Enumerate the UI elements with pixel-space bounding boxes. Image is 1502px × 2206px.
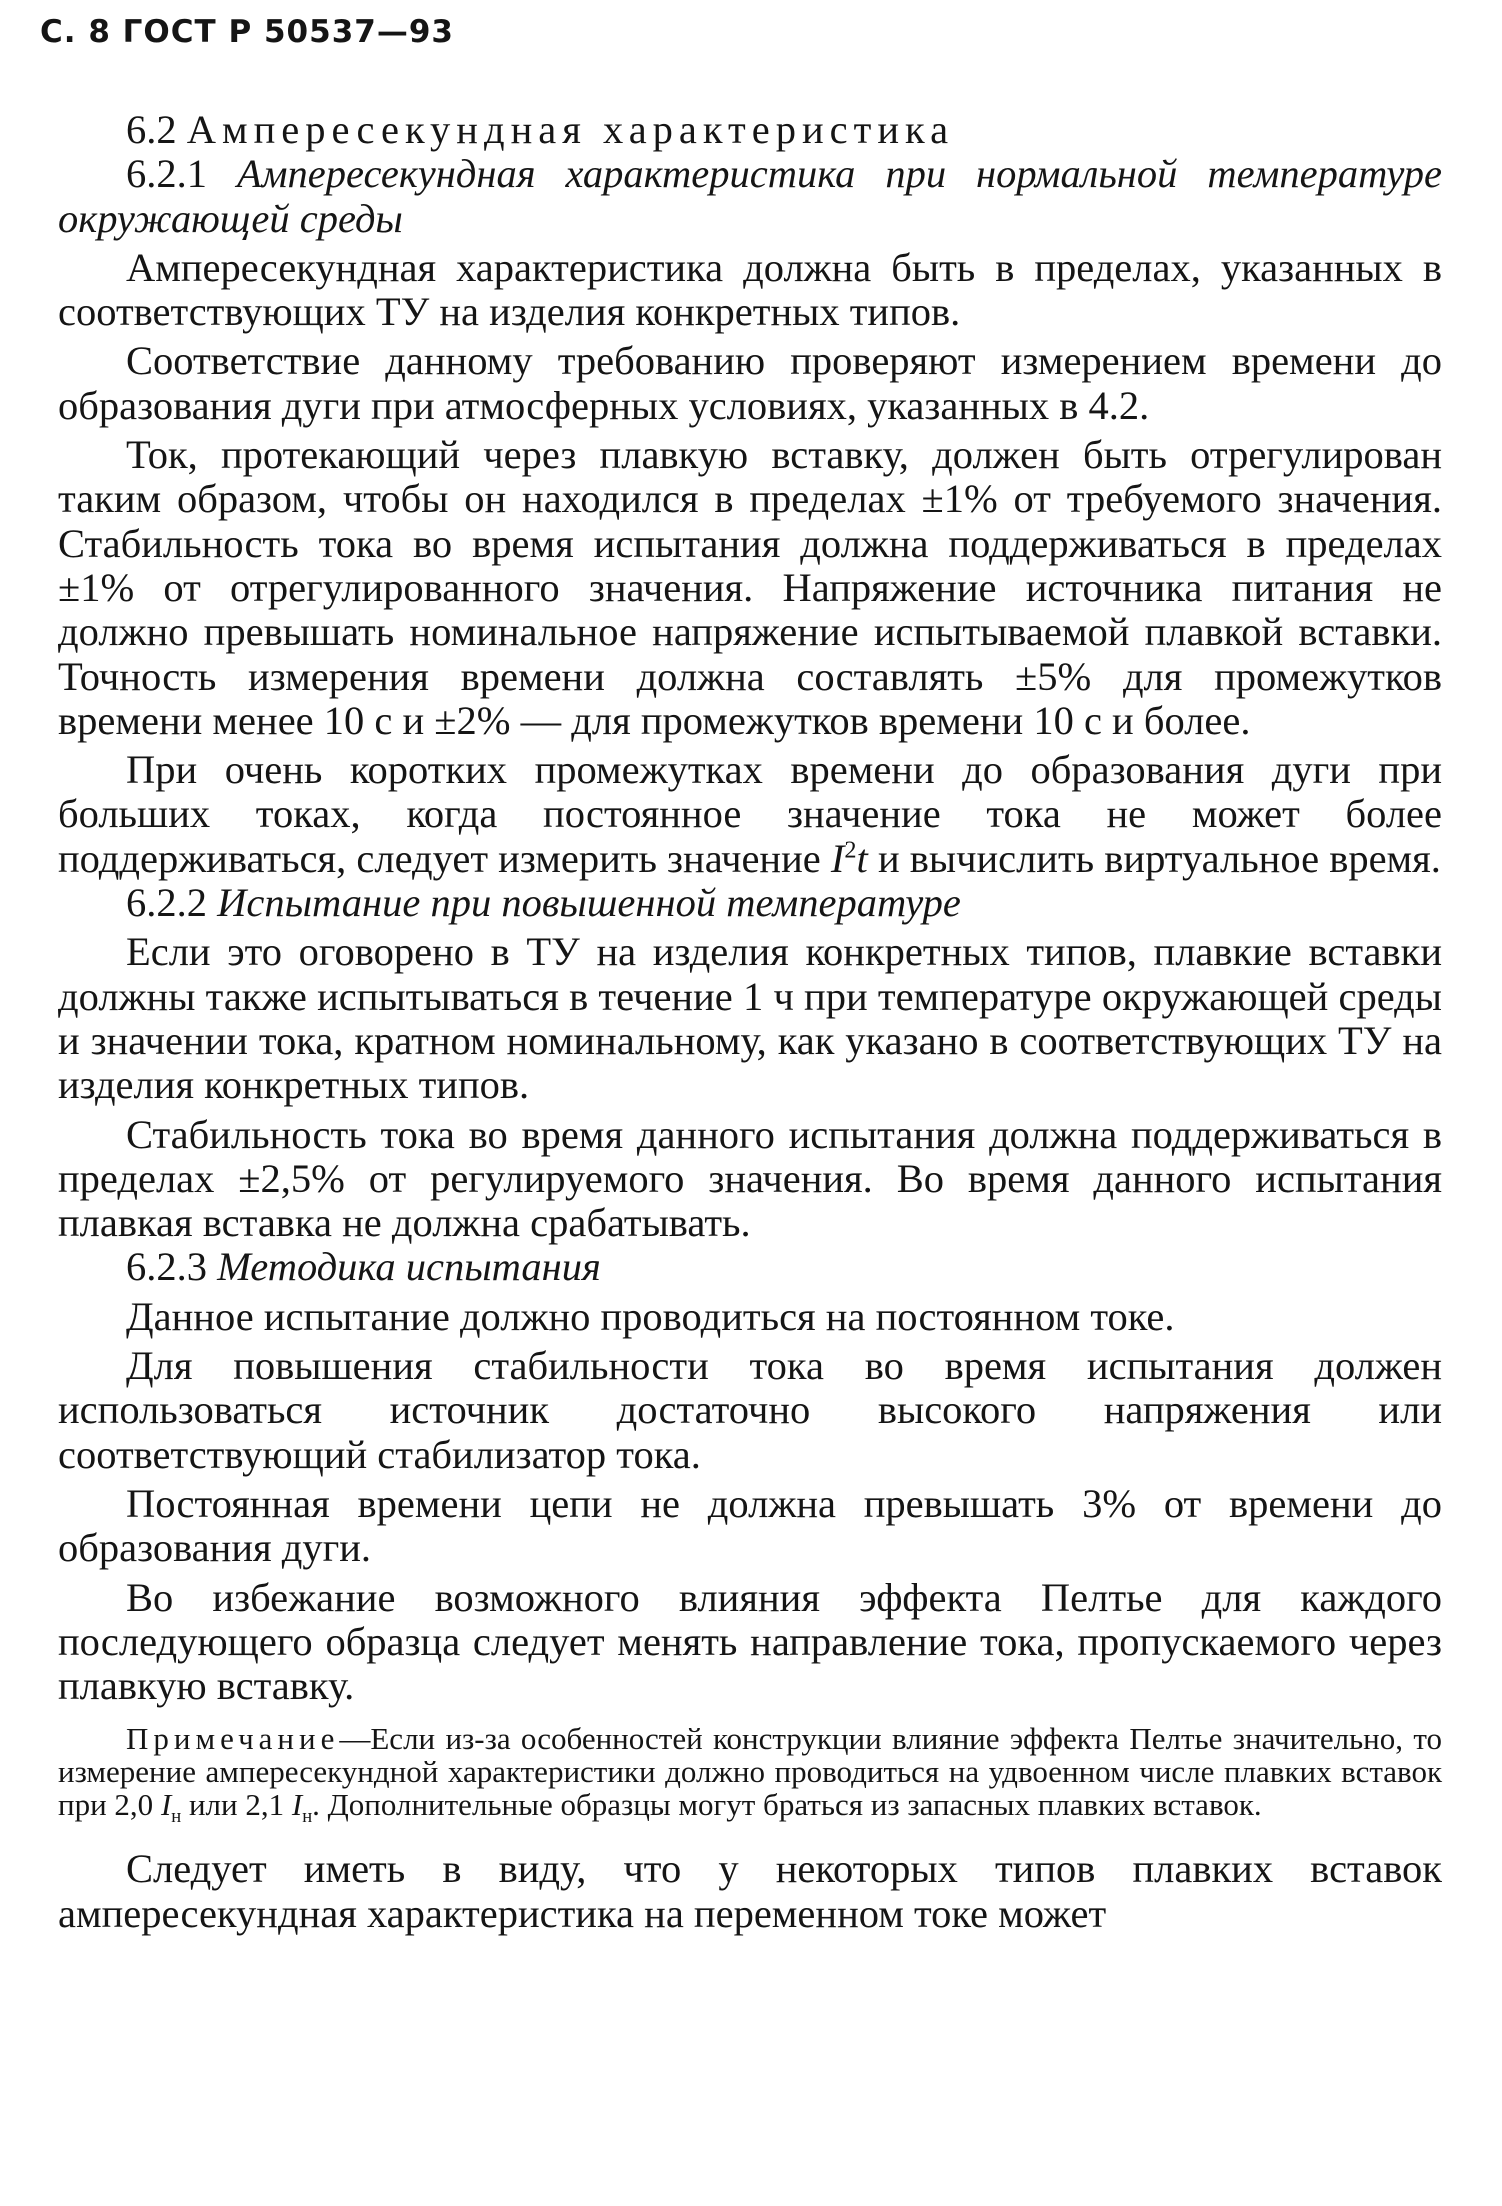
subsection-heading-621 (58, 152, 1442, 241)
page-label: С. 8 ГОСТ Р 50537—93 (40, 14, 454, 50)
paragraph: Ампересекундная характеристика должна быть в пределах, указанных в соответствующих ТУ на изделия конкретных типов. (58, 244, 1442, 335)
paragraph: Стабильность тока во время данного испытания должна поддерживаться в пределах ±2,5% от регулируемого значения. Во время данного испытания плавкая вставка не должна срабатывать. (58, 1111, 1442, 1246)
section-number: 6.2 (126, 107, 177, 152)
subsection-heading-622 (58, 881, 1442, 925)
subsection-title: Испытание при повышенной температуре (217, 880, 961, 926)
paragraph: Для повышения стабильности тока во время испытания должен использоваться источник достаточно высокого напряжения или соответствующий стабилизатор тока. (58, 1343, 1442, 1477)
subsection-title: Ампересекундная характеристика при нормальной температуре окружающей среды (58, 151, 1443, 241)
subsection-number: 6.2.3 (126, 1244, 207, 1290)
subsection-number: 6.2.1 (126, 151, 207, 197)
paragraph: Ток, протекающий через плавкую вставку, должен быть отрегулирован таким образом, чтобы он находился в пределах ±1% от требуемого значения. Стабильность тока во время испытания должна поддерживаться в пределах ±1% от отрегулированного значения. Напряжение источника питания не должно превышать номинальное напряжение испытываемой плавкой вставки. Точность измерения времени должна составлять ±5% для промежутков времени менее 10 с и ±2% — для промежутков времени 10 с и более. (58, 432, 1442, 743)
paragraph: Данное испытание должно проводиться на постоянном токе. (126, 1293, 1175, 1339)
formula-variable: t (856, 835, 868, 881)
section-title: Ампересекундная характеристика (186, 107, 955, 152)
subsection-title: Методика испытания (217, 1244, 601, 1290)
subsection-number: 6.2.2 (126, 880, 207, 926)
paragraph: Постоянная времени цепи не должна превышать 3% от времени до образования дуги. (58, 1480, 1442, 1571)
subsection-heading-623 (58, 1245, 1442, 1289)
note: Примечание—Если из-за особенностей конструкции влияние эффекта Пелтье значительно, то измерение ампересекундной характеристики должно проводиться на удвоенном числе плавких вставок при 2,0 $I_н$ или 2,1 $I_н$. Дополнительные образцы могут браться из запасных плавких вставок. (58, 1721, 1442, 1828)
paragraph: Соответствие данному требованию проверяют измерением времени до образования дуги при атмосферных условиях, указанных в 4.2. (58, 338, 1442, 428)
document-body (58, 108, 1442, 1936)
paragraph: Следует иметь в виду, что у некоторых типов плавких вставок ампересекундная характеристика на переменном токе может (58, 1846, 1442, 1936)
section-heading (58, 108, 1442, 152)
formula-variable: I (830, 835, 845, 881)
paragraph: Во избежание возможного влияния эффекта Пелтье для каждого последующего образца следует менять направление тока, пропускаемого через плавкую вставку. (58, 1574, 1442, 1709)
paragraph: Если это оговорено в ТУ на изделия конкретных типов, плавкие вставки должны также испытываться в течение 1 ч при температуре окружающей среды и значении тока, кратном номинальному, как указано в соответствующих ТУ на изделия конкретных типов. (58, 929, 1442, 1108)
page-header (40, 14, 454, 50)
formula-exponent: 2 (844, 836, 857, 864)
note-label: Примечание (126, 1721, 340, 1757)
paragraph: При очень коротких промежутках времени до образования дуги при больших токах, когда постоянное значение тока не может более поддерживаться, следует измерить значение $I^2t$ и вычислить виртуальное время. (58, 747, 1442, 881)
